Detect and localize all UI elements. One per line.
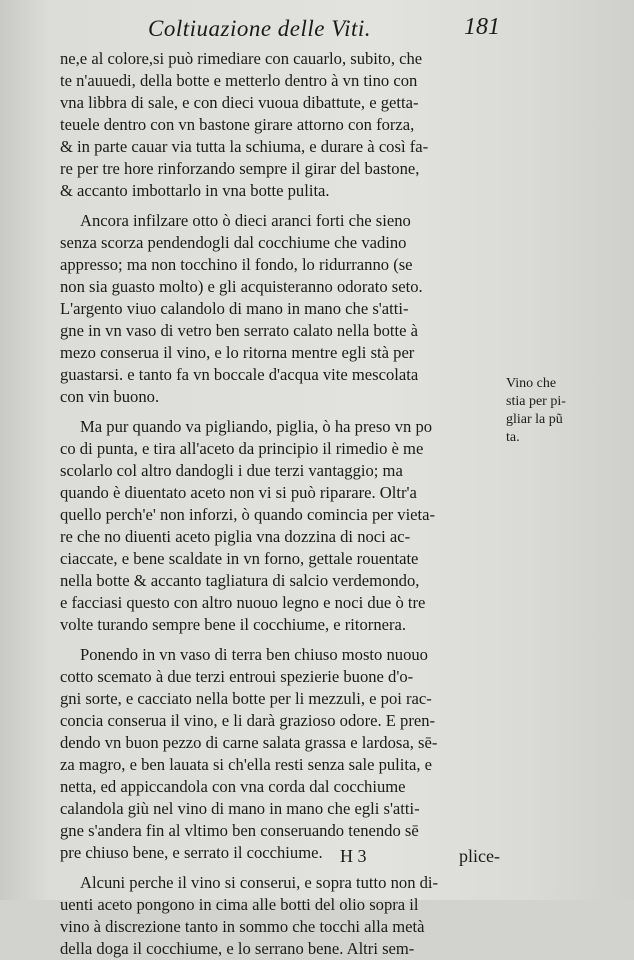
text-line: gne s'andera fin al vltimo ben conseruando tenendo sē <box>60 821 419 840</box>
text-line: quello perch'e' non inforzi, ò quando comincia per vieta- <box>60 505 436 524</box>
text-line: re per tre hore rinforzando sempre il girar del bastone, <box>60 159 420 178</box>
text-line: scolarlo col altro dandogli i due terzi vantaggio; ma <box>60 461 403 480</box>
signature-mark: H 3 <box>340 846 367 866</box>
marginal-note-line: gliar la pũ <box>506 412 563 427</box>
paragraph-gap <box>60 636 500 644</box>
text-line: cotto scemato à due terzi entroui spezierie buone d'o- <box>60 667 414 686</box>
text-line: Ponendo in vn vaso di terra ben chiuso mosto nuouo <box>80 645 428 664</box>
text-line: Alcuni perche il vino si conserui, e sopra tutto non di- <box>80 873 439 892</box>
marginal-note-line: ta. <box>506 430 520 445</box>
text-line: Ancora infilzare otto ò dieci aranci forti che sieno <box>80 211 411 230</box>
text-line: ciaccate, e bene scaldate in vn forno, gettale rouentate <box>60 549 419 568</box>
text-line: conciа conserua il vino, e li darà grazioso odore. E pren- <box>60 711 436 730</box>
page-footer <box>60 846 500 872</box>
text-line: vna libbra di sale, e con dieci vuoua dibattute, e getta- <box>60 93 419 112</box>
text-line: te n'auuedi, della botte e metterlo dentro à vn tino con <box>60 71 418 90</box>
text-line: con vin buono. <box>60 387 160 406</box>
text-line: co di punta, e tira all'aceto da principio il rimedio è me <box>60 439 424 458</box>
running-head: Coltiuazione delle Viti. <box>148 16 372 41</box>
marginal-note-line: Vino che <box>506 376 557 391</box>
text-line: nella botte & accanto tagliatura di salcio verdemondo, <box>60 571 420 590</box>
page-number: 181 <box>464 14 500 40</box>
text-line: ne,e al colore,si può rimediare con cauarlo, subito, che <box>60 49 423 68</box>
text-line: re che no diuenti aceto piglia vna dozzina di noci ac- <box>60 527 411 546</box>
text-line: L'argento viuo calandolo di mano in mano che s'atti- <box>60 299 409 318</box>
text-line: pre chiuso bene, e serrato il cocchiume. <box>60 843 323 862</box>
page-header <box>60 14 500 44</box>
text-line: uenti aceto pongono in cima alle botti del olio sopra il <box>60 895 419 914</box>
text-line: Ma pur quando va pigliando, piglia, ò ha preso vn po <box>80 417 433 436</box>
text-line: e facciasi questo con altro nuouo legno e noci due ò tre <box>60 593 426 612</box>
marginal-note <box>506 375 630 447</box>
text-line: non sia guasto molto) e gli acquisteranno odorato seto. <box>60 277 423 296</box>
text-line: gni sorte, e cacciato nella botte per li mezzuli, e poi rac- <box>60 689 432 708</box>
catchword: plice- <box>459 846 500 866</box>
text-line: guastarsi. e tanto fa vn boccale d'acqua vite mescolata <box>60 365 419 384</box>
text-line: netta, ed appiccandola con vna corda dal cocchiume <box>60 777 406 796</box>
body-text <box>60 48 500 960</box>
text-line: appresso; ma non tocchino il fondo, lo ridurranno (se <box>60 255 413 274</box>
paragraph-gap <box>60 408 500 416</box>
text-line: mezo conserua il vino, e lo ritorna mentre egli stà per <box>60 343 415 362</box>
text-line: teuele dentro con vn bastone girare attorno con forza, <box>60 115 415 134</box>
text-line: gne in vn vaso di vetro ben serrato calato nella botte à <box>60 321 419 340</box>
text-line: volte turando sempre bene il cocchiume, e ritornera. <box>60 615 407 634</box>
paragraph-gap <box>60 202 500 210</box>
text-line: senza scorza pendendogli dal cocchiume che vadino <box>60 233 407 252</box>
text-line: dendo vn buon pezzo di carne salata grassa e lardosa, sē- <box>60 733 438 752</box>
text-line: quando è diuentato aceto non vi si può riparare. Oltr'a <box>60 483 417 502</box>
text-line: & in parte cauar via tutta la schiuma, e durare à così fa- <box>60 137 429 156</box>
text-line: & accanto imbottarlo in vna botte pulita. <box>60 181 330 200</box>
text-line: calandola giù nel vino di mano in mano che egli s'atti- <box>60 799 420 818</box>
text-line: za magro, e ben lauata si ch'ella resti senza sale pulita, e <box>60 755 433 774</box>
text-line: vino à discrezione tanto in sommo che tocchi alla metà <box>60 917 425 936</box>
text-line: della doga il cocchiume, e lo serrano bene. Altri sem- <box>60 939 415 958</box>
marginal-note-line: stia per pi- <box>506 394 566 409</box>
